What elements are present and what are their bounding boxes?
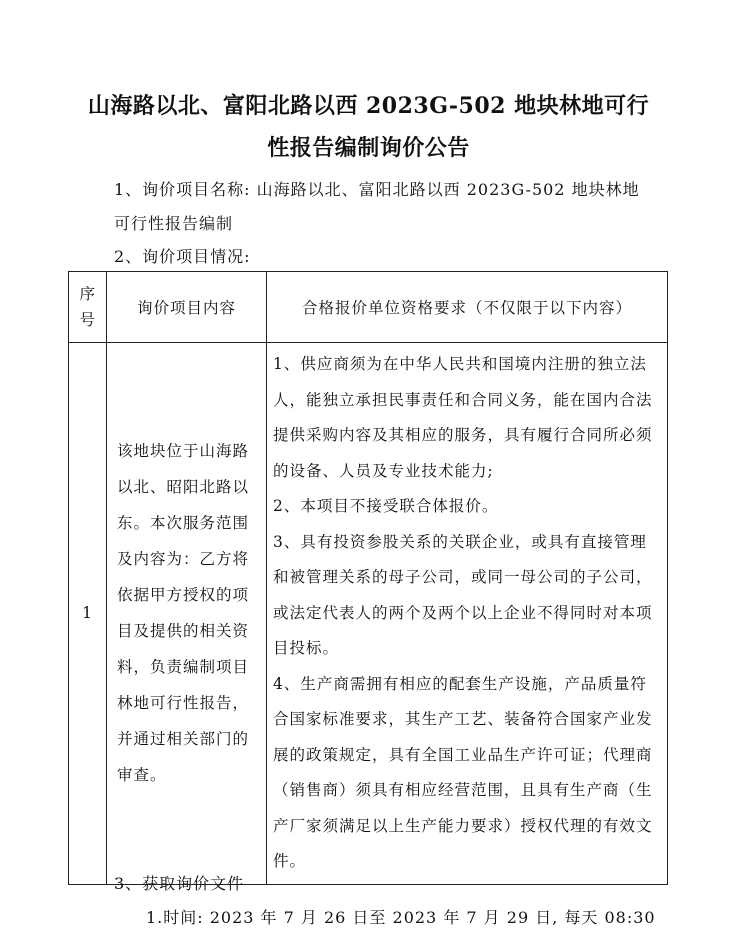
- section2-heading: 2、询价项目情况:: [114, 247, 251, 266]
- section1-project-name-cont: 可行性报告编制: [114, 214, 234, 233]
- header-content: 询价项目内容: [107, 272, 267, 343]
- section1-project-name: 1、询价项目名称: 山海路以北、富阳北路以西 2023G-502 地块林地: [114, 180, 640, 199]
- table-row: [69, 343, 668, 885]
- requirement-1: 1、供应商须为在中华人民共和国境内注册的独立法人，能独立承担民事责任和合同义务，能在国内合法提供采购内容及其相应的服务，具有履行合同所必须的设备、人员及专业技术能力;: [273, 355, 653, 480]
- section3-time: 1.时间: 2023 年 7 月 26 日至 2023 年 7 月 29 日, 每天 08:30: [146, 908, 656, 927]
- section3-heading: 3、获取询价文件: [114, 874, 245, 893]
- header-seq: 序号: [69, 272, 107, 343]
- row-seq: 1: [69, 343, 107, 885]
- requirement-2: 2、本项目不接受联合体报价。: [273, 497, 499, 515]
- page-title-line2: 性报告编制询价公告: [267, 135, 470, 161]
- requirement-3: 3、具有投资参股关系的关联企业，或具有直接管理和被管理关系的母子公司，或同一母公司的子公司，或法定代表人的两个及两个以上企业不得同时对本项目投标。: [273, 532, 653, 657]
- requirement-4: 4、生产商需拥有相应的配套生产设施，产品质量符合国家标准要求，其生产工艺、装备符合国家产业发展的政策规定，具有全国工业品生产许可证；代理商（销售商）须具有相应经营范围，且具有生产商（生产厂家须满足以上生产能力要求）授权代理的有效文件。: [273, 674, 653, 870]
- page-title-line1: 山海路以北、富阳北路以西 2023G-502 地块林地可行: [87, 93, 650, 119]
- inquiry-table: [68, 271, 668, 885]
- row-requirements: [267, 343, 668, 885]
- table-header-row: [69, 272, 668, 343]
- row-content: 该地块位于山海路以北、昭阳北路以东。本次服务范围及内容为：乙方将依据甲方授权的项目及提供的相关资料，负责编制项目林地可行性报告，并通过相关部门的审查。: [107, 343, 267, 885]
- header-requirements: 合格报价单位资格要求（不仅限于以下内容）: [267, 272, 668, 343]
